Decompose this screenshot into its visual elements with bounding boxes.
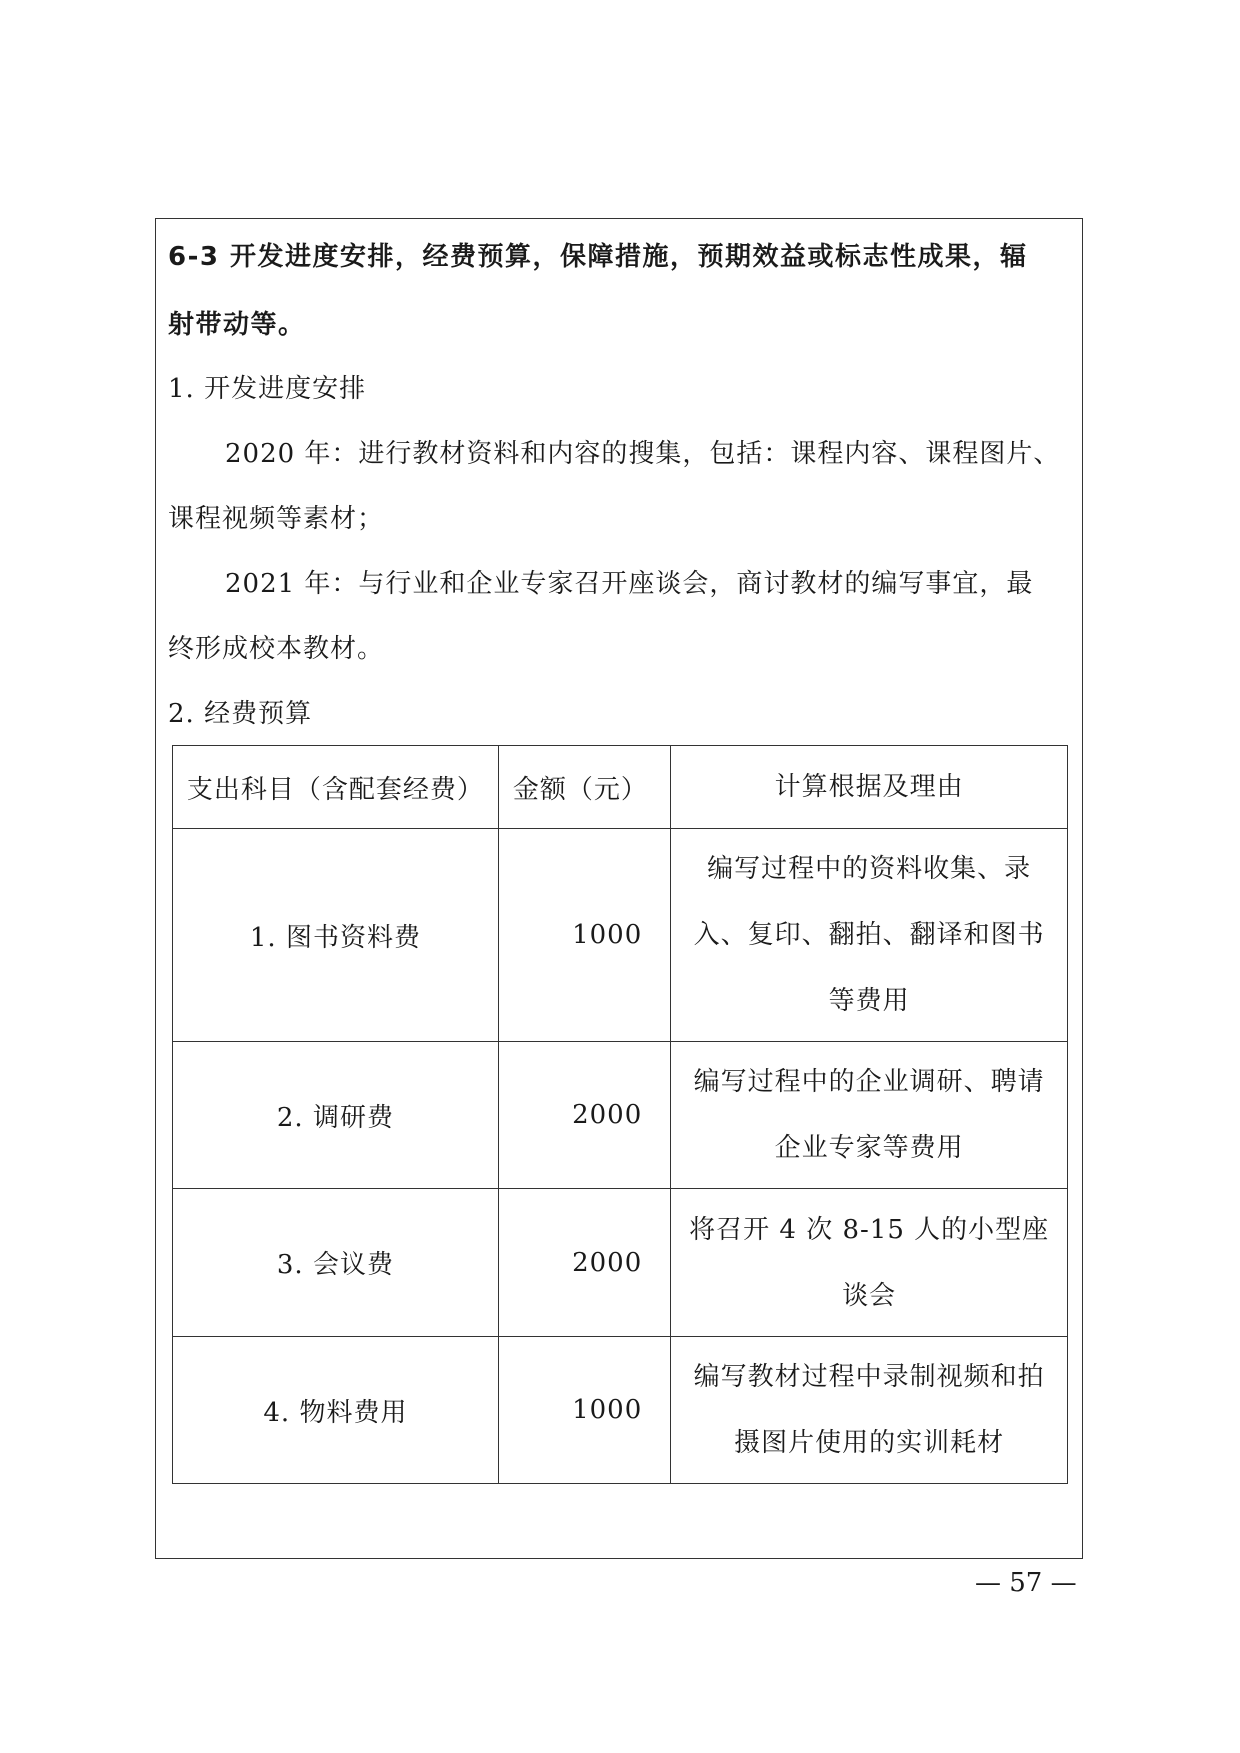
budget-table bbox=[172, 745, 1068, 1484]
progress-paragraph-2-line1: 2021 年：与行业和企业专家召开座谈会，商讨教材的编写事宜，最 bbox=[225, 569, 1034, 599]
header-reason: 计算根据及理由 bbox=[671, 746, 1068, 829]
row-reason: 编写教材过程中录制视频和拍摄图片使用的实训耗材 bbox=[693, 1362, 1045, 1458]
table-row bbox=[173, 1042, 1068, 1189]
section-heading-line1: 6-3 开发进度安排，经费预算，保障措施，预期效益或标志性成果，辐 bbox=[168, 242, 1028, 272]
row-amount: 2000 bbox=[498, 1189, 670, 1337]
row-reason-cell bbox=[671, 1337, 1068, 1484]
budget-title: 2. 经费预算 bbox=[168, 699, 313, 729]
row-amount: 2000 bbox=[498, 1042, 670, 1189]
row-reason-cell bbox=[671, 829, 1068, 1042]
table-row bbox=[173, 1189, 1068, 1337]
progress-title: 1. 开发进度安排 bbox=[168, 374, 367, 404]
section-heading-line2: 射带动等。 bbox=[168, 310, 306, 340]
row-amount: 1000 bbox=[498, 829, 670, 1042]
row-reason: 编写过程中的资料收集、录入、复印、翻拍、翻译和图书等费用 bbox=[693, 854, 1045, 1016]
header-item: 支出科目（含配套经费） bbox=[173, 746, 499, 829]
progress-paragraph-1-line2: 课程视频等素材； bbox=[168, 504, 385, 534]
row-item: 2. 调研费 bbox=[173, 1042, 499, 1189]
row-item: 4. 物料费用 bbox=[173, 1337, 499, 1484]
row-reason-cell bbox=[671, 1189, 1068, 1337]
row-reason: 编写过程中的企业调研、聘请企业专家等费用 bbox=[693, 1067, 1045, 1163]
header-amount: 金额（元） bbox=[498, 746, 670, 829]
page-number: — 57 — bbox=[975, 1568, 1077, 1598]
row-amount: 1000 bbox=[498, 1337, 670, 1484]
row-item: 1. 图书资料费 bbox=[173, 829, 499, 1042]
budget-header-row bbox=[173, 746, 1068, 829]
table-row bbox=[173, 1337, 1068, 1484]
row-item: 3. 会议费 bbox=[173, 1189, 499, 1337]
progress-paragraph-1-line1: 2020 年：进行教材资料和内容的搜集，包括：课程内容、课程图片、 bbox=[225, 439, 1061, 469]
table-row bbox=[173, 829, 1068, 1042]
row-reason-cell bbox=[671, 1042, 1068, 1189]
row-reason: 将召开 4 次 8-15 人的小型座谈会 bbox=[689, 1214, 1050, 1311]
progress-paragraph-2-line2: 终形成校本教材。 bbox=[168, 634, 385, 664]
